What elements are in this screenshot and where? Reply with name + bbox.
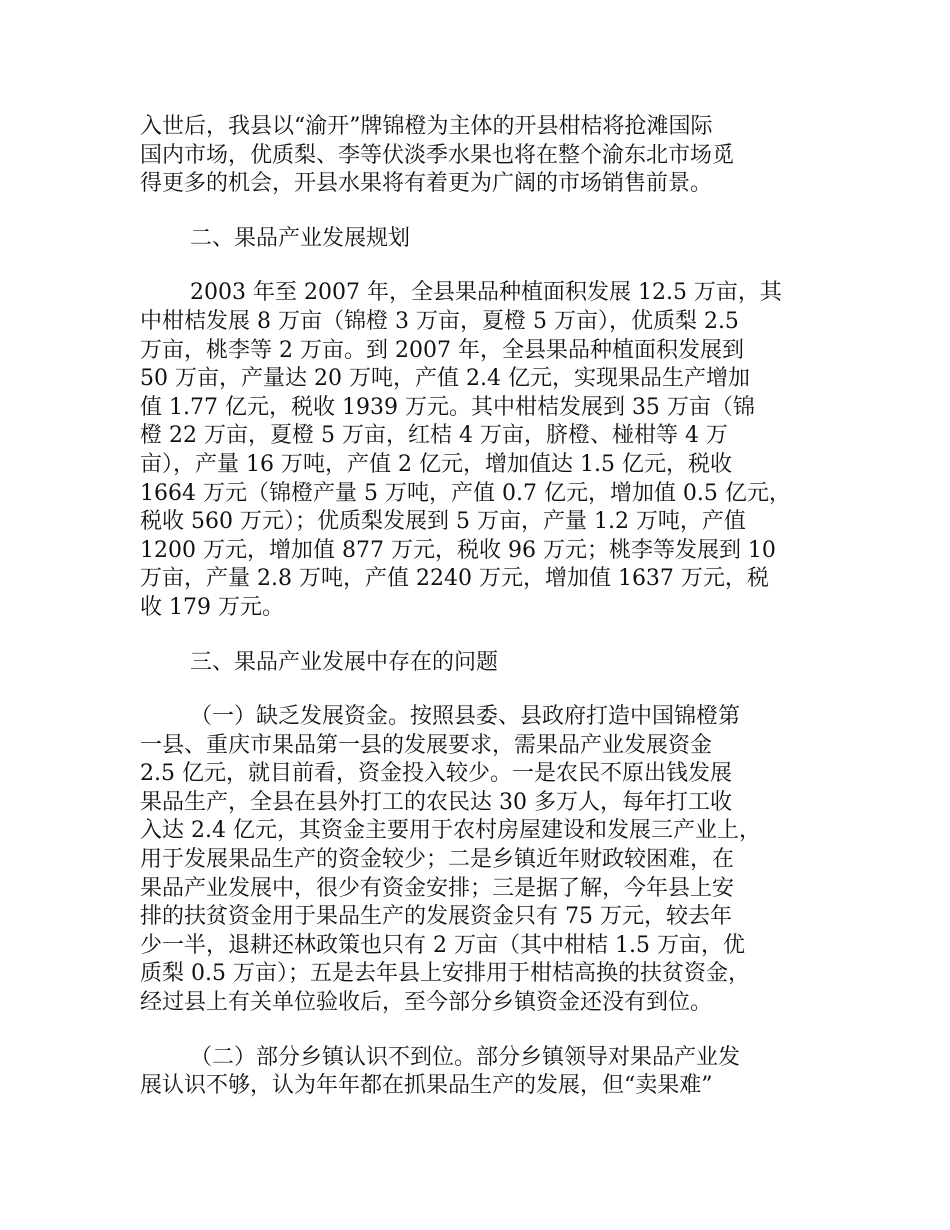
text-line: 质梨 0.5 万亩）；五是去年县上安排用于柑桔高换的扶贫资金， [140, 961, 750, 987]
text-line: 一县、重庆市果品第一县的发展要求，需果品产业发展资金 [140, 732, 713, 758]
text-line: 入世后，我县以“渝开”牌锦橙为主体的开县柑桔将抢滩国际 [140, 114, 713, 139]
text-line: 橙 22 万亩，夏橙 5 万亩，红桔 4 万亩，脐橙、椪柑等 4 万 [140, 423, 728, 449]
text-line: 1200 万元，增加值 877 万元，税收 96 万元；桃李等发展到 10 [140, 537, 776, 563]
text-line: 果品生产，全县在县外打工的农民达 30 多万人，每年打工收 [140, 789, 732, 815]
text-line: 亩），产量 16 万吨，产值 2 亿元，增加值达 1.5 亿元，税收 [140, 451, 732, 477]
text-line: 万亩，产量 2.8 万吨，产值 2240 万元，增加值 1637 万元，税 [140, 566, 769, 592]
text-line: 得更多的机会，开县水果将有着更为广阔的市场销售前景。 [140, 171, 713, 197]
paragraph-plan [140, 279, 830, 622]
text-line: 2003 年至 2007 年，全县果品种植面积发展 12.5 万亩，其 [190, 280, 782, 306]
text-line: 万亩，桃李等 2 万亩。到 2007 年，全县果品种植面积发展到 [140, 337, 744, 363]
section-heading-3: 三、果品产业发展中存在的问题 [190, 649, 499, 675]
text-line: 果品产业发展中，很少有资金安排；三是据了解，今年县上安 [140, 875, 735, 901]
document-body [140, 113, 830, 1127]
text-line: 少一半，退耕还林政策也只有 2 万亩（其中柑桔 1.5 万亩，优 [140, 932, 745, 958]
text-line: 税收 560 万元）；优质梨发展到 5 万亩，产量 1.2 万吨，产值 [140, 509, 746, 535]
text-line: 用于发展果品生产的资金较少；二是乡镇近年财政较困难，在 [140, 847, 735, 873]
paragraph-funding [140, 703, 830, 1018]
section-heading-2: 二、果品产业发展规划 [190, 225, 411, 251]
text-line: （一）缺乏发展资金。按照县委、县政府打造中国锦橙第 [190, 704, 741, 730]
paragraph-awareness [140, 1044, 830, 1101]
text-line: 50 万亩，产量达 20 万吨，产值 2.4 亿元，实现果品生产增加 [140, 366, 750, 392]
text-line: 值 1.77 亿元，税收 1939 万元。其中柑桔发展到 35 万亩（锦 [140, 394, 755, 420]
text-line: 收 179 万元。 [140, 594, 284, 620]
text-line: 展认识不够，认为年年都在抓果品生产的发展，但“卖果难” [140, 1073, 713, 1099]
text-line: 经过县上有关单位验收后，至今部分乡镇资金还没有到位。 [140, 990, 713, 1016]
text-line: 国内市场，优质梨、李等伏淡季水果也将在整个渝东北市场觅 [140, 142, 735, 168]
text-line: 排的扶贫资金用于果品生产的发展资金只有 75 万元，较去年 [140, 904, 732, 930]
paragraph-intro [140, 113, 830, 199]
text-line: 1664 万元（锦橙产量 5 万吨，产值 0.7 亿元，增加值 0.5 亿元， [140, 480, 791, 506]
text-line: 入达 2.4 亿元，其资金主要用于农村房屋建设和发展三产业上， [140, 818, 761, 844]
text-line: （二）部分乡镇认识不到位。部分乡镇领导对果品产业发 [190, 1044, 741, 1070]
text-line: 中柑桔发展 8 万亩（锦橙 3 万亩，夏橙 5 万亩），优质梨 2.5 [140, 308, 739, 334]
text-line: 2.5 亿元，就目前看，资金投入较少。一是农民不原出钱发展 [140, 761, 732, 787]
